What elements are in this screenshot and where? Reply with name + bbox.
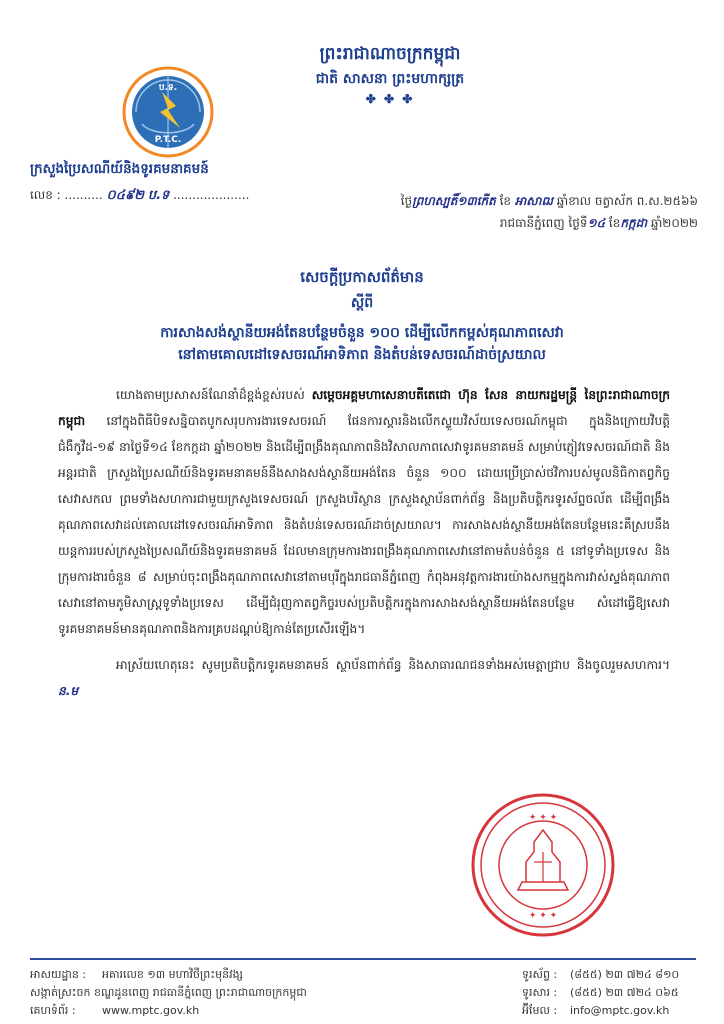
ref-dots: .......... xyxy=(64,188,103,202)
logo-bottom-text: P.T.C. xyxy=(154,135,182,145)
svg-text:✦ ✦ ✦: ✦ ✦ ✦ xyxy=(528,813,558,823)
lunar-date-line xyxy=(298,190,698,212)
address-label: អាសយដ្ឋាន : xyxy=(30,968,87,981)
p2-text: អាស្រ័យហេតុនេះ សូមប្រតិបត្តិករទូរគមនាគមន៍ ស្ថាប័នពាក់ព័ន្ធ និងសាធារណជនទាំងអស់មេត្តាជ្រាប និងចូលរួមសហការ។ xyxy=(116,658,670,672)
kingdom-name: ព្រះរាជាណាចក្រកម្ពុជា xyxy=(319,44,461,64)
solar-date-line xyxy=(298,212,698,234)
ornament-icon: ✤ ✤ ✤ xyxy=(365,92,415,106)
document-title xyxy=(60,266,664,366)
place-label: រាជធានីភ្នំពេញ ថ្ងៃទី xyxy=(499,216,588,230)
ref-dots-after: .................... xyxy=(173,188,250,202)
document-body xyxy=(58,382,670,704)
paragraph-2 xyxy=(58,652,670,704)
lunar-month-label: ខែ xyxy=(499,194,512,208)
date-day: ១៤ xyxy=(587,216,606,230)
email-link[interactable]: info@mptc.gov.kh xyxy=(570,1004,670,1017)
logo-top-text: ប.ទ. xyxy=(158,83,178,93)
date-month: កក្កដា xyxy=(620,216,647,230)
website-link[interactable]: www.mptc.gov.kh xyxy=(102,1004,200,1017)
website-line xyxy=(30,1002,460,1020)
address-line-1 xyxy=(30,966,460,984)
phone-label: ទូរស័ព្ទ : xyxy=(522,968,558,981)
title-line-2: ស្តីពី xyxy=(350,295,374,311)
title-line-1: សេចក្តីប្រកាសព័ត៌មាន xyxy=(300,268,424,286)
email-label: អ៊ីមែល : xyxy=(522,1004,558,1017)
svg-text:✦ ✦ ✦: ✦ ✦ ✦ xyxy=(528,911,558,921)
email-line xyxy=(522,1002,702,1020)
website-label: គេហទំព័រ : xyxy=(30,1004,76,1017)
p1-lead: យោងតាមប្រសាសន៍ណែនាំដ៏ខ្ពង់ខ្ពស់របស់ xyxy=(116,388,305,402)
phone-number: (៨៥៥) ២៣ ៧២៤ ៨១០ xyxy=(570,968,680,981)
paragraph-1 xyxy=(58,382,670,642)
reference-number xyxy=(30,187,249,206)
footer-contact xyxy=(522,966,702,1020)
p1-bold: សម្តេចអគ្គមហាសេនាបតីតេជោ ហ៊ុន សែន នាយករដ្ឋមន្ត្រី នៃព្រះរាជាណាចក្រកម្ពុជា xyxy=(58,388,670,428)
month-label: ខែ xyxy=(608,216,621,230)
footer-address xyxy=(30,966,460,1020)
kingdom-motto: ជាតិ សាសនា ព្រះមហាក្សត្រ xyxy=(315,71,465,87)
date-year: ឆ្នាំ២០២២ xyxy=(650,216,698,230)
footer-divider xyxy=(30,958,696,960)
lunar-month: អាសាឍ xyxy=(514,194,553,208)
ref-suffix: ប.ទ xyxy=(147,188,170,203)
date-block xyxy=(298,190,698,234)
ref-label: លេខ : xyxy=(30,188,61,202)
title-line-3: ការសាងសង់ស្ថានីយអង់តែនបន្ថែមចំនួន ១០០ ដើម្បីលើកកម្ពស់គុណភាពសេវា xyxy=(160,325,564,341)
ptc-logo-icon xyxy=(122,66,214,158)
initial-signature: ន.ម xyxy=(58,684,79,698)
address-line-2 xyxy=(30,984,460,1002)
fax-label: ទូរសារ : xyxy=(522,986,558,999)
title-line-4: នៅតាមគោលដៅទេសចរណ៍អាទិភាព និងតំបន់ទេសចរណ៍ដាច់ស្រយាល xyxy=(178,347,546,363)
ref-number: ០៤៩២ xyxy=(106,188,144,203)
phone-line xyxy=(522,966,702,984)
lunar-day: ព្រហស្បតិ៍១៣កើត xyxy=(412,194,496,208)
ministry-name: ក្រសួងប្រៃសណីយ៍និងទូរគមនាគមន៍ xyxy=(30,161,209,177)
official-seal-icon xyxy=(468,790,618,940)
address-1: អគារលេខ ១៣ មហាវិថីព្រះមុនីវង្ស xyxy=(102,968,243,981)
p1-rest: នៅក្នុងពិធីបិទសន្និបាតបូកសរុបការងារទេសចរណ៍ ផែនការស្តារនិងលើកស្ទួយវិស័យទេសចរណ៍កម្ពុជា ក្នុងនិងក្រោយវិបត្តិជំងឺកូវីដ-១៩ នាថ្ងៃទី១៤ ខែកក្កដា ឆ្នាំ២០២២ និងដើម្បីពង្រឹងគុណភាពនិងវិសាលភាពសេវាទូរគមនាគមន៍ សម្រាប់ភ្ញៀវទេសចរណ៍ជាតិ និងអន្តរជាតិ ក្រសួងប្រៃសណីយ៍និងទូរគមនាគមន៍នឹងសាងសង់ស្ថានីយអង់តែន ចំនួន ១០០ ដោយប្រើប្រាស់ថវិការបស់មូលនិធិកាតព្វកិច្ចសេវាសកល ព្រមទាំងសហការជាមួយក្រសួងទេសចរណ៍ ក្រសួងបរិស្ថាន ក្រសួងស្ថាប័នពាក់ព័ន្ធ និងប្រតិបត្តិករទូរស័ព្ទចល័ត ដើម្បីពង្រឹងគុណភាពសេវាដល់គោលដៅទេសចរណ៍អាទិភាព និងតំបន់ទេសចរណ៍ដាច់ស្រយាល។ ការសាងសង់ស្ថានីយអង់តែនបន្ថែមនេះគឺស្របនឹងយន្តការរបស់ក្រសួងប្រៃសណីយ៍និងទូរគមនាគមន៍ ដែលមានក្រុមការងារពង្រឹងគុណភាពសេវានៅតាមតំបន់ចំនួន ៥ នៅទូទាំងប្រទេស និងក្រុមការងារចំនួន ៨ សម្រាប់ចុះពង្រឹងគុណភាពសេវានៅតាមបុរីក្នុងរាជធានីភ្នំពេញ កំពុងអនុវត្តការងារយ៉ាងសកម្មក្នុងការវាស់ស្ទង់គុណភាពសេវានៅតាមភូមិសាស្ត្រទូទាំងប្រទេស ដើម្បីជំរុញកាតព្វកិច្ចរបស់ប្រតិបត្តិករក្នុងការសាងសង់ស្ថានីយអង់តែនបន្ថែម សំដៅធ្វើឱ្យសេវាទូរគមនាគមន៍មានគុណភាពនិងការគ្របដណ្តប់ឱ្យកាន់តែប្រសើរឡើង។ xyxy=(58,414,671,636)
lunar-year: ឆ្នាំខាល ចត្វាស័ក ព.ស.២៥៦៦ xyxy=(556,194,698,208)
fax-line xyxy=(522,984,702,1002)
lunar-day-label: ថ្ងៃ xyxy=(400,194,413,208)
address-2: សង្កាត់ស្រះចក ខណ្ឌដូនពេញ រាជធានីភ្នំពេញ ព្រះរាជាណាចក្រកម្ពុជា xyxy=(30,986,307,999)
fax-number: (៨៥៥) ២៣ ៧២៤ ០៦៥ xyxy=(570,986,679,999)
kingdom-header xyxy=(270,42,510,106)
